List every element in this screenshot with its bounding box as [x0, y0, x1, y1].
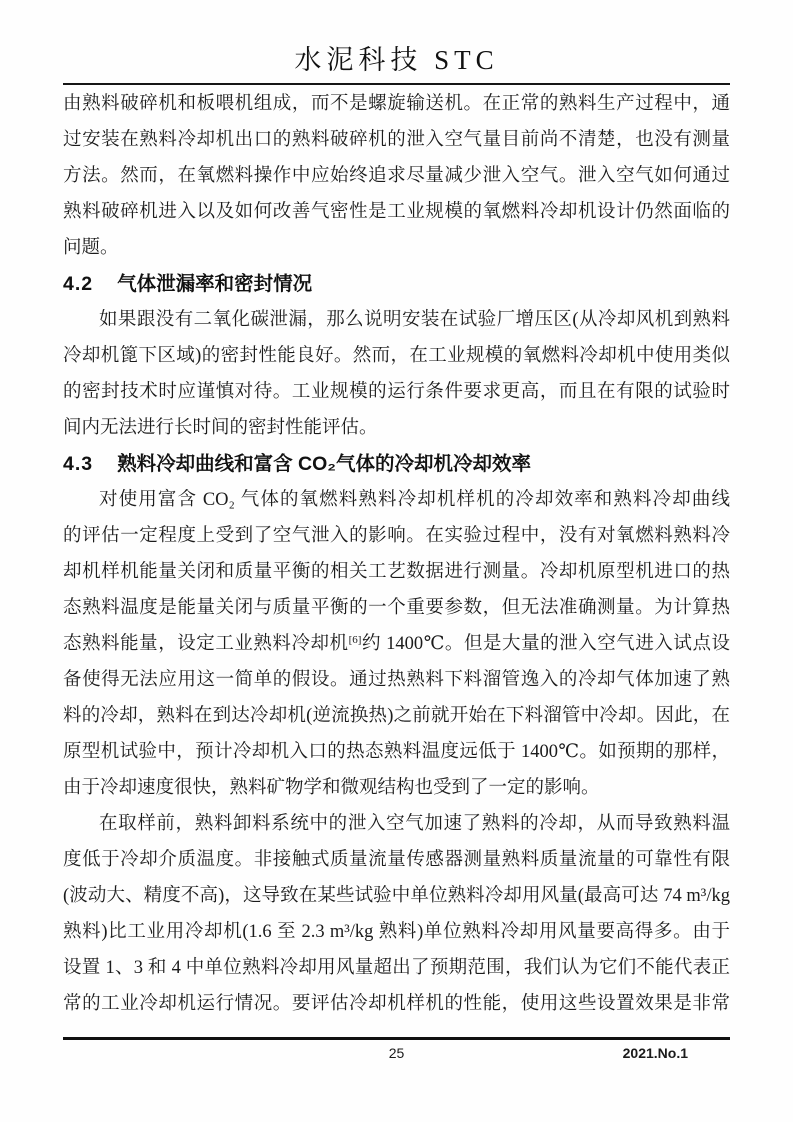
section-title: 气体泄漏率和密封情况 [117, 273, 313, 295]
paragraph-line: 原型机试验中，预计冷却机入口的热态熟料温度远低于 1400℃。如预期的那样， [63, 742, 730, 762]
paragraph-line: 过安装在熟料冷却机出口的熟料破碎机的泄入空气量目前尚不清楚，也没有测量 [63, 130, 730, 150]
paragraph-line: 设置 1、3 和 4 中单位熟料冷却用风量超出了预期范围，我们认为它们不能代表正 [63, 958, 730, 978]
paragraph-line: 备使得无法应用这一简单的假设。通过热熟料下料溜管逸入的冷却气体加速了熟 [63, 670, 730, 690]
section-heading-4-3 [63, 446, 730, 482]
paragraph [63, 86, 730, 266]
body-text [63, 86, 730, 1022]
paragraph-line: 度低于冷却介质温度。非接触式质量流量传感器测量熟料质量流量的可靠性有限 [63, 850, 730, 870]
paragraph-line: 熟料破碎机进入以及如何改善气密性是工业规模的氧燃料冷却机设计仍然面临的 [63, 202, 730, 222]
paragraph-line: 常的工业冷却机运行情况。要评估冷却机样机的性能，使用这些设置效果是非常 [63, 994, 730, 1014]
paragraph-line: 由于冷却速度很快，熟料矿物学和微观结构也受到了一定的影响。 [63, 778, 600, 798]
line-text: 约 1400℃。但是大量的泄入空气进入试点设 [361, 634, 730, 654]
paragraph-line: 态熟料温度是能量关闭与质量平衡的一个重要参数，但无法准确测量。为计算热 [63, 598, 730, 618]
paragraph-line: 冷却机篦下区域)的密封性能良好。然而，在工业规模的氧燃料冷却机中使用类似 [63, 346, 730, 366]
paragraph-line: 却机样机能量关闭和质量平衡的相关工艺数据进行测量。冷却机原型机进口的热 [63, 562, 730, 582]
paragraph-line: (波动大、精度不高)，这导致在某些试验中单位熟料冷却用风量(最高可达 74 m³/kg [63, 886, 730, 906]
paragraph-line: 的密封技术时应谨慎对待。工业规模的运行条件要求更高，而且在有限的试验时 [63, 382, 730, 402]
paragraph [63, 482, 730, 806]
paragraph-line: 间内无法进行长时间的密封性能评估。 [63, 418, 378, 438]
paragraph-line: 问题。 [63, 238, 119, 258]
citation-marker: [6] [348, 634, 362, 646]
journal-title: 水泥科技 STC [294, 45, 499, 75]
paragraph-line: 料的冷却，熟料在到达冷却机(逆流换热)之前就开始在下料溜管中冷却。因此，在 [63, 706, 730, 726]
header-rule [63, 83, 730, 85]
paragraph-line: 对使用富含 CO₂ 气体的氧燃料熟料冷却机样机的冷却效率和熟料冷却曲线 [99, 490, 730, 510]
section-number: 4.2 [63, 273, 94, 295]
paragraph [63, 302, 730, 446]
paragraph-line: 在取样前，熟料卸料系统中的泄入空气加速了熟料的冷却，从而导致熟料温 [99, 814, 730, 834]
section-heading-4-2 [63, 266, 730, 302]
paragraph-line: 熟料)比工业用冷却机(1.6 至 2.3 m³/kg 熟料)单位熟料冷却用风量要高得多。由于 [63, 922, 730, 942]
paragraph-line-with-citation [63, 626, 730, 662]
issue-label: 2021.No.1 [622, 1045, 688, 1061]
paragraph-line: 方法。然而，在氧燃料操作中应始终追求尽量减少泄入空气。泄入空气如何通过 [63, 166, 730, 186]
paragraph-line: 由熟料破碎机和板喂机组成，而不是螺旋输送机。在正常的熟料生产过程中，通 [63, 94, 730, 114]
line-text: 态熟料能量，设定工业熟料冷却机 [63, 634, 349, 654]
section-title: 熟料冷却曲线和富含 CO₂气体的冷却机冷却效率 [117, 453, 531, 475]
paragraph [63, 806, 730, 1022]
paragraph-line: 如果跟没有二氧化碳泄漏，那么说明安装在试验厂增压区(从冷却风机到熟料 [99, 310, 730, 330]
section-number: 4.3 [63, 453, 94, 475]
footer-rule [63, 1037, 730, 1040]
paragraph-line: 的评估一定程度上受到了空气泄入的影响。在实验过程中，没有对氧燃料熟料冷 [63, 526, 730, 546]
page-number: 25 [388, 1045, 405, 1061]
